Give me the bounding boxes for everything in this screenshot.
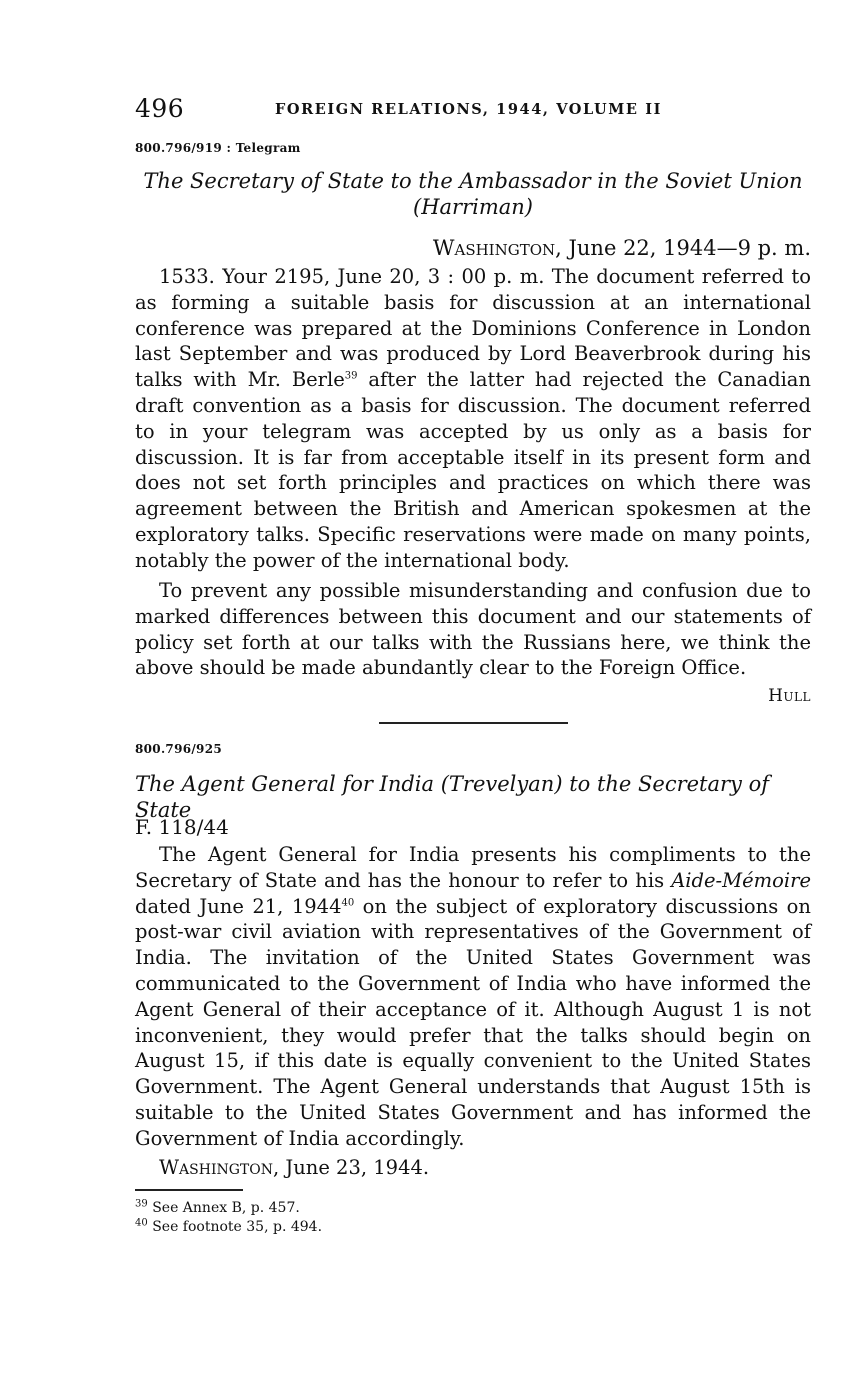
doc1-file-number: 800.796/919 : Telegram	[135, 141, 301, 155]
doc1-paragraph-1	[135, 264, 811, 574]
footnote-divider	[135, 1189, 243, 1191]
doc2-title-paren: Trevelyan	[448, 772, 555, 796]
section-divider	[379, 722, 568, 724]
doc2-para-text-b: dated June 21, 1944	[135, 894, 342, 918]
doc2-para-text-a: The Agent General for India presents his compliments to the Secretary of State and has the honour to refer to his	[135, 843, 811, 892]
doc2-dateline-date: , June 23, 1944.	[272, 1156, 430, 1179]
doc1-dateline	[135, 235, 811, 261]
running-head: FOREIGN RELATIONS, 1944, VOLUME II	[275, 101, 663, 118]
footnote-39	[135, 1200, 300, 1217]
footnote-40	[135, 1219, 322, 1236]
doc2-aide-memoire: Aide-Mémoire	[671, 868, 811, 892]
footnote-marker: 39	[135, 1198, 148, 1210]
doc2-paragraph	[135, 842, 811, 1152]
doc2-title: The Agent General for India (Trevelyan) to the Secretary of State	[135, 772, 770, 822]
doc1-para1-text-a: 1533. Your 2195, June 20, 3 : 00 p. m. The document referred to as forming a suitable basis for discussion at an international conference was prepared at the Dominions Conference in London last September and was produced by Lord Beaverbrook during his talks with Mr. Berle	[135, 265, 811, 392]
doc2-dateline-place: Washington	[159, 1156, 273, 1179]
doc2-dateline	[159, 1156, 429, 1179]
doc1-title-line1: The Secretary of State to the Ambassador in the Soviet Union	[143, 169, 803, 193]
doc2-file-number: 800.796/925	[135, 742, 223, 756]
footnote-ref-39: 39	[344, 370, 358, 382]
doc1-para1-text-b: after the latter had rejected the Canadian draft convention as a basis for discussion. The document referred to in your telegram was accepted by us only as a basis for discussion. It is far from acceptable itself in its present form and does not set forth principles and practices on which there was agreement between the British and American spokesmen at the exploratory talks. Specific reservations were made on many points, notably the power of the international body.	[135, 368, 811, 572]
page-number: 496	[135, 94, 185, 123]
doc1-title	[135, 168, 811, 220]
doc1-title-line2: (Harriman)	[413, 195, 533, 219]
footnote-text: See Annex B, p. 457.	[152, 1200, 300, 1216]
doc1-paragraph-2: To prevent any possible misunderstanding and confusion due to marked differences between this document and our statements of policy set forth at our talks with the Russians here, we think the above should be made abundantly clear to the Foreign Office.	[135, 579, 811, 680]
footnote-marker: 40	[135, 1217, 148, 1229]
doc1-dateline-place: Washington	[432, 236, 556, 260]
page-header	[135, 94, 811, 128]
doc1-signature: Hull	[768, 686, 811, 706]
doc1-dateline-date: , June 22, 1944—9 p. m.	[555, 236, 811, 260]
doc2-para-text-c: on the subject of exploratory discussions on post-war civil aviation with representatives of the Government of India. The invitation of the United States Government was communicated to the Government of India who have informed the Agent General of their acceptance of it. Although August 1 is not inconvenient, they would prefer that the talks should begin on August 15, if this date is equally convenient to the United States Government. The Agent General understands that August 15th is suitable to the United States Government and has informed the Government of India accordingly.	[135, 894, 811, 1150]
doc2-title-part2: to the Secretary of State	[135, 772, 770, 822]
footnote-text: See footnote 35, p. 494.	[152, 1219, 323, 1235]
doc2-title-part1: The Agent General for India	[135, 772, 435, 796]
doc2-reference: F. 118/44	[135, 815, 229, 839]
footnote-ref-40: 40	[341, 897, 355, 909]
